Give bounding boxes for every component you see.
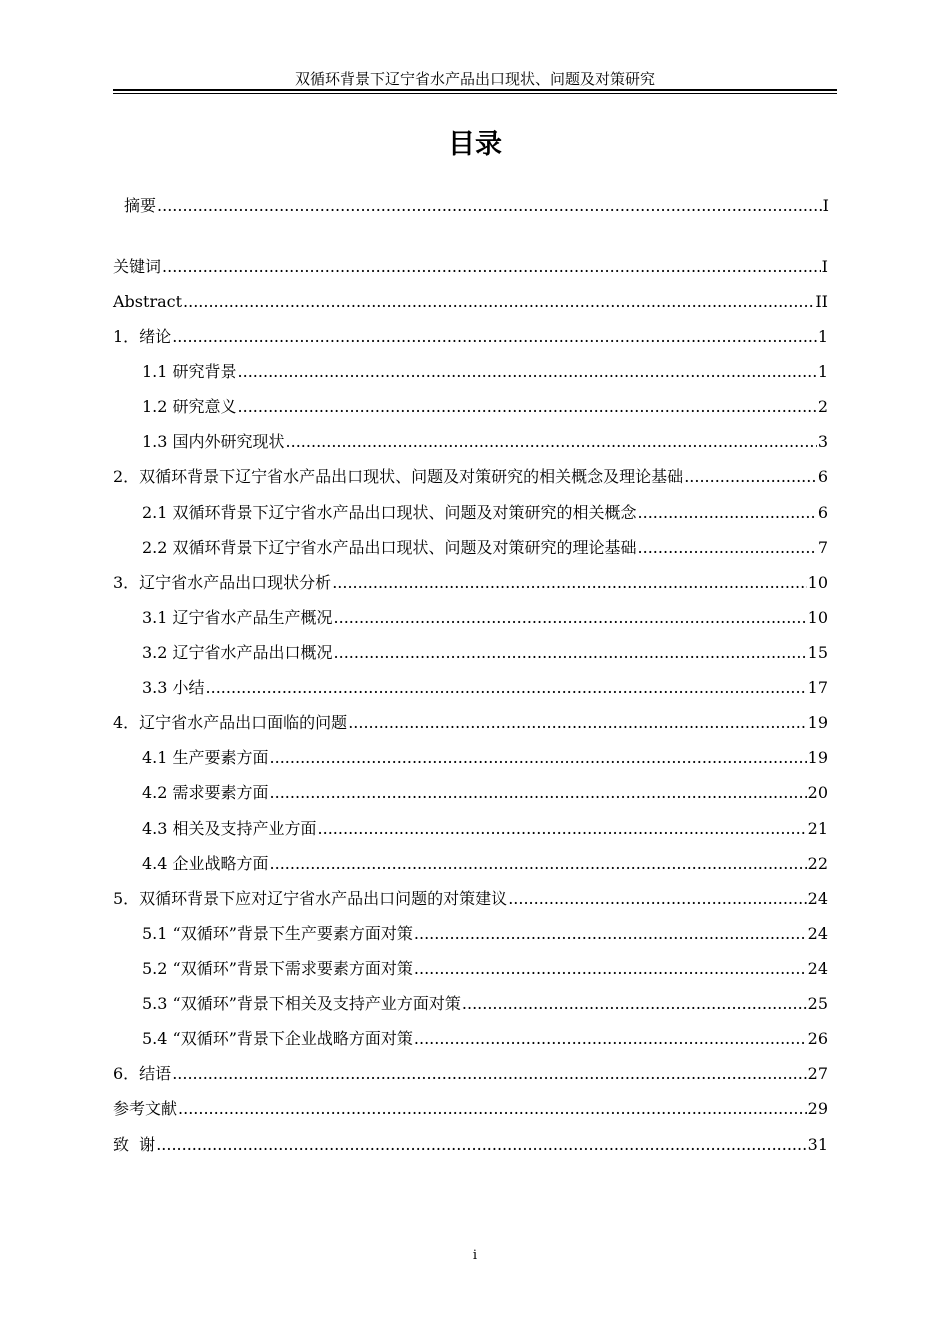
toc-entry-text: 1.2 研究意义 [142, 397, 237, 416]
toc-entry-text: 6．结语 [113, 1064, 172, 1083]
toc-entry-section-4-4[interactable] [142, 852, 828, 874]
toc-entry-acknowledgements[interactable] [113, 1133, 828, 1155]
toc-entry-section-3-1[interactable] [142, 606, 828, 628]
toc-entry-text: 4.2 需求要素方面 [142, 783, 269, 802]
toc-leader-dots [270, 783, 807, 803]
page-number: i [472, 1248, 478, 1263]
toc-leader-dots [462, 994, 807, 1014]
header-rule-thick [113, 89, 837, 91]
toc-entry-chapter-5[interactable] [113, 887, 828, 909]
toc-entry-page: 24 [807, 959, 828, 978]
toc-entry-section-2-2[interactable] [142, 536, 828, 558]
toc-entry-chapter-4[interactable] [113, 711, 828, 733]
toc-leader-dots [414, 1029, 807, 1049]
toc-leader-dots [348, 713, 806, 733]
toc-entry-text: 2.2 双循环背景下辽宁省水产品出口现状、问题及对策研究的理论基础 [142, 538, 637, 557]
toc-leader-dots [172, 327, 817, 347]
toc-entry-text: Abstract [113, 292, 183, 311]
toc-entry-page: 1 [817, 327, 828, 346]
toc-entry-page: 2 [817, 397, 828, 416]
toc-entry-section-4-2[interactable] [142, 781, 828, 803]
toc-entry-page: 10 [807, 608, 828, 627]
toc-leader-dots [318, 819, 807, 839]
toc-entry-chapter-1[interactable] [113, 325, 828, 347]
toc-leader-dots [414, 959, 807, 979]
toc-entry-text: 5.1 “双循环”背景下生产要素方面对策 [142, 924, 413, 943]
toc-entry-page: II [815, 292, 828, 311]
toc-entry-section-5-4[interactable] [142, 1027, 828, 1049]
toc-entry-page: 24 [807, 924, 828, 943]
toc-entry-page: 24 [807, 889, 828, 908]
toc-entry-page: 15 [807, 643, 828, 662]
running-header-title: 双循环背景下辽宁省水产品出口现状、问题及对策研究 [294, 70, 655, 88]
toc-leader-dots [286, 432, 817, 452]
toc-entry-page: 19 [807, 748, 828, 767]
toc-entry-section-2-1[interactable] [142, 501, 828, 523]
toc-entry-text: 摘要 [124, 196, 157, 215]
toc-leader-dots [270, 748, 807, 768]
toc-entry-text: 3．辽宁省水产品出口现状分析 [113, 573, 332, 592]
toc-leader-dots [684, 467, 817, 487]
toc-entry-section-1-1[interactable] [142, 360, 828, 382]
toc-entry-chapter-3[interactable] [113, 571, 828, 593]
toc-entry-section-5-1[interactable] [142, 922, 828, 944]
toc-entry-text: 2．双循环背景下辽宁省水产品出口现状、问题及对策研究的相关概念及理论基础 [113, 467, 684, 486]
toc-entry-page: 27 [807, 1064, 828, 1083]
toc-entry-page: 21 [807, 819, 828, 838]
toc-entry-references[interactable] [113, 1097, 828, 1119]
toc-leader-dots [638, 538, 817, 558]
toc-entry-page: 3 [817, 432, 828, 451]
toc-entry-section-5-3[interactable] [142, 992, 828, 1014]
toc-leader-dots [270, 854, 807, 874]
toc-entry-text: 4.3 相关及支持产业方面 [142, 819, 317, 838]
toc-leader-dots [334, 643, 807, 663]
toc-entry-page: I [821, 257, 828, 276]
header-rule-thin [113, 93, 837, 94]
toc-entry-text: 1．绪论 [113, 327, 172, 346]
toc-leader-dots [238, 397, 817, 417]
toc-entry-text: 4.1 生产要素方面 [142, 748, 269, 767]
toc-entry-text: 5.3 “双循环”背景下相关及支持产业方面对策 [142, 994, 461, 1013]
toc-entry-chapter-2[interactable] [113, 465, 828, 487]
toc-leader-dots [414, 924, 807, 944]
toc-leader-dots [332, 573, 806, 593]
toc-entry-page: I [822, 196, 829, 215]
toc-entry-section-3-2[interactable] [142, 641, 828, 663]
toc-entry-text: 参考文献 [113, 1099, 178, 1118]
toc-entry-section-1-3[interactable] [142, 430, 828, 452]
toc-entry-keywords[interactable] [113, 255, 828, 277]
toc-leader-dots [508, 889, 806, 909]
toc-leader-dots [183, 292, 814, 312]
toc-entry-text: 4．辽宁省水产品出口面临的问题 [113, 713, 348, 732]
toc-entry-text: 3.1 辽宁省水产品生产概况 [142, 608, 333, 627]
toc-leader-dots [206, 678, 807, 698]
toc-entry-text: 5.2 “双循环”背景下需求要素方面对策 [142, 959, 413, 978]
toc-entry-text: 4.4 企业战略方面 [142, 854, 269, 873]
toc-entry-text: 关键词 [113, 257, 162, 276]
toc-entry-section-4-1[interactable] [142, 746, 828, 768]
toc-leader-dots [178, 1099, 807, 1119]
toc-entry-page: 29 [807, 1099, 828, 1118]
toc-entry-chapter-6[interactable] [113, 1062, 828, 1084]
toc-entry-text: 1.1 研究背景 [142, 362, 237, 381]
toc-entry-page: 20 [807, 783, 828, 802]
toc-title: 目录 [448, 129, 502, 160]
toc-entry-text: 5．双循环背景下应对辽宁省水产品出口问题的对策建议 [113, 889, 508, 908]
toc-entry-section-5-2[interactable] [142, 957, 828, 979]
toc-entry-page: 26 [807, 1029, 828, 1048]
toc-entry-page: 10 [807, 573, 828, 592]
toc-leader-dots [156, 1135, 806, 1155]
toc-entry-page: 6 [817, 503, 828, 522]
toc-entry-section-3-3[interactable] [142, 676, 828, 698]
toc-entry-page: 25 [807, 994, 828, 1013]
toc-leader-dots [334, 608, 807, 628]
toc-entry-page: 19 [807, 713, 828, 732]
toc-entry-text: 2.1 双循环背景下辽宁省水产品出口现状、问题及对策研究的相关概念 [142, 503, 637, 522]
toc-leader-dots [238, 362, 817, 382]
toc-entry-page: 6 [817, 467, 828, 486]
toc-entry-text: 3.2 辽宁省水产品出口概况 [142, 643, 333, 662]
toc-entry-text: 3.3 小结 [142, 678, 205, 697]
toc-entry-section-1-2[interactable] [142, 395, 828, 417]
toc-leader-dots [172, 1064, 806, 1084]
toc-entry-page: 1 [817, 362, 828, 381]
toc-entry-text: 1.3 国内外研究现状 [142, 432, 285, 451]
toc-entry-section-4-3[interactable] [142, 817, 828, 839]
toc-entry-page: 22 [807, 854, 828, 873]
toc-entry-page: 7 [817, 538, 828, 557]
toc-entry-abstract-en[interactable] [113, 290, 828, 312]
toc-leader-dots [162, 257, 821, 277]
toc-entry-page: 17 [807, 678, 828, 697]
toc-entry-text: 5.4 “双循环”背景下企业战略方面对策 [142, 1029, 413, 1048]
toc-leader-dots [157, 196, 822, 216]
toc-entry-text: 致 谢 [113, 1135, 156, 1154]
toc-entry-page: 31 [807, 1135, 828, 1154]
toc-entry-abstract-cn[interactable] [124, 194, 829, 216]
toc-leader-dots [638, 503, 817, 523]
